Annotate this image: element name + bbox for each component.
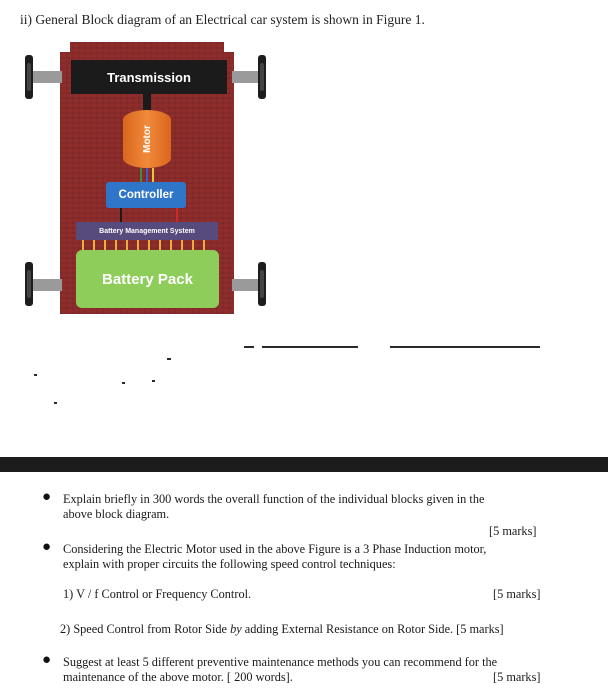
drive-shaft <box>143 94 151 110</box>
question-2-sub-2 <box>60 622 504 636</box>
front-right-axle <box>232 71 260 83</box>
rear-left-axle <box>30 279 62 291</box>
question-1-line-2: above block diagram. <box>63 507 170 521</box>
motor-label: Motor <box>141 125 153 153</box>
scan-artifact <box>167 358 171 360</box>
question-2-sub-1-marks: [5 marks] <box>493 587 541 601</box>
bms-cell-leads <box>82 240 214 250</box>
phase-wire-c <box>152 168 154 182</box>
question-3-marks: [5 marks] <box>493 670 541 684</box>
controller-wire-pos <box>176 208 178 222</box>
scan-artifact <box>244 346 254 348</box>
front-left-axle <box>30 71 62 83</box>
question-2-sub-2-post: adding External Resistance on Rotor Side. [5 marks] <box>241 622 504 636</box>
bullet-icon: ● <box>42 652 52 668</box>
battery-pack-block: Battery Pack <box>76 250 219 308</box>
question-2-sub-1: 1) V / f Control or Frequency Control. <box>63 587 252 601</box>
phase-wire-a <box>140 168 142 182</box>
question-heading: ii) General Block diagram of an Electrical car system is shown in Figure 1. <box>20 12 425 27</box>
controller-wire-neg <box>120 208 122 222</box>
question-1-marks: [5 marks] <box>489 524 537 538</box>
rear-left-wheel <box>25 262 33 306</box>
rear-right-axle <box>232 279 260 291</box>
scan-artifact <box>390 346 540 348</box>
front-left-wheel <box>25 55 33 99</box>
bullet-icon: ● <box>42 539 52 555</box>
bms-block: Battery Management System <box>76 222 218 240</box>
question-3-line-1: Suggest at least 5 different preventive maintenance methods you can recommend for the <box>63 655 498 669</box>
bullet-icon: ● <box>42 489 52 505</box>
question-2-line-2: explain with proper circuits the following speed control techniques: <box>63 557 396 571</box>
question-2-sub-2-by: by <box>230 622 242 636</box>
chassis-notch-left <box>60 42 70 52</box>
question-2-sub-2-pre: 2) Speed Control from Rotor Side <box>60 622 231 636</box>
page-divider-band <box>0 457 608 472</box>
question-3-line-2: maintenance of the above motor. [ 200 words]. <box>63 670 293 684</box>
question-2-line-1: Considering the Electric Motor used in the above Figure is a 3 Phase Induction motor, <box>63 542 487 556</box>
scan-artifact <box>122 382 125 384</box>
controller-block: Controller <box>106 182 186 208</box>
chassis-notch-right <box>224 42 234 52</box>
scan-artifact <box>34 374 37 376</box>
scan-artifact <box>262 346 358 348</box>
question-1-line-1: Explain briefly in 300 words the overall function of the individual blocks given in the <box>63 492 485 506</box>
rear-right-wheel <box>258 262 266 306</box>
front-right-wheel <box>258 55 266 99</box>
scan-artifact <box>152 380 155 382</box>
phase-wire-b <box>146 168 148 182</box>
transmission-block: Transmission <box>71 60 227 94</box>
scan-artifact <box>54 402 57 404</box>
